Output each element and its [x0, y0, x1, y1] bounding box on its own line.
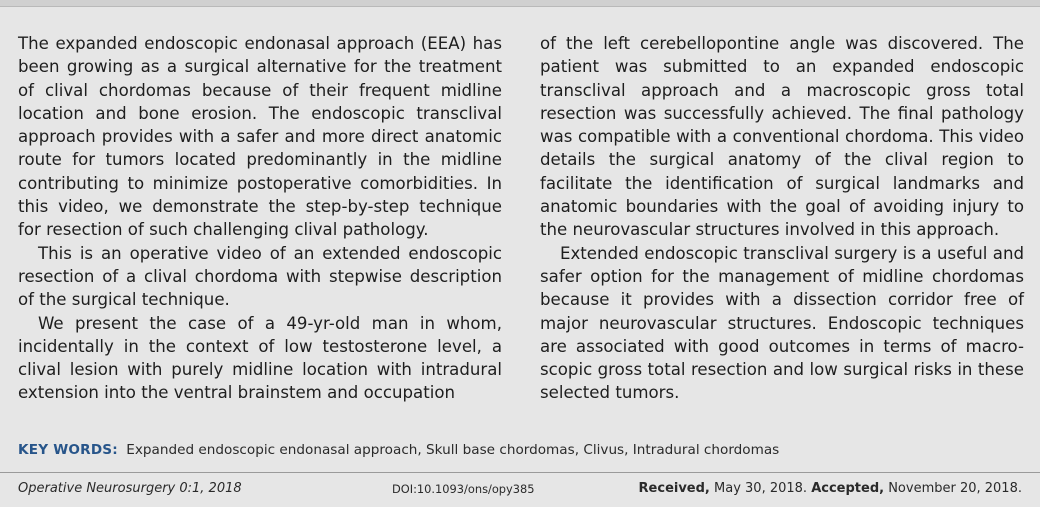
paragraph-conclusion: Extended endoscopic transclival surgery is a useful and safer option for the management of midline chordomas because it provides with a dissection corridor free of major neurovascular structures. Endoscopic techniques are associated with good outcomes in terms of macro-scopic gross total resection and low surgical risks in these selected tumors. [540, 243, 1024, 403]
received-date: May 30, 2018. [714, 481, 808, 496]
accepted-date: November 20, 2018. [888, 481, 1022, 496]
paragraph-case-presentation: We present the case of a 49-yr-old man in whom, incidentally in the context of low testosterone level, a clival lesion with purely midline location with intradural extension into the ventral brainstem and occupation [18, 313, 502, 403]
top-border [0, 0, 1040, 7]
paragraph-video-description: This is an operative video of an extended endoscopic resection of a clival chordoma with stepwise description of the surgical technique. [18, 243, 502, 310]
footer-divider [0, 472, 1040, 473]
paragraph-intro: The expanded endoscopic endonasal approach (EEA) has been growing as a surgical alternative for the treatment of clival chordomas because of their frequent midline location and bone erosion. The endoscopic transclival approach provides with a safer and more direct anatomic route for tumors located predominantly in the midline contributing to minimize postoperative comorbidities. In this video, we demonstrate the step-by-step technique for resection of such challenging clival pathology. [18, 34, 502, 240]
accepted-label: Accepted, [811, 481, 885, 496]
page-footer [18, 479, 1022, 499]
doi-text: DOI:10.1093/ons/opy385 [392, 482, 535, 496]
keywords-text: Expanded endoscopic endonasal approach, Skull base chordomas, Clivus, Intradural chordomas [126, 442, 780, 458]
received-label: Received, [638, 481, 710, 496]
right-column [540, 32, 1024, 405]
journal-citation: Operative Neurosurgery 0:1, 2018 [18, 481, 242, 496]
abstract-body [18, 32, 1028, 424]
received-accepted-dates [639, 479, 1022, 499]
paragraph-case-continued: of the left cerebellopontine angle was discovered. The patient was submitted to an expanded endoscopic transclival approach and a macroscopic gross total resection was successfully achieved. The final pathology was compatible with a conventional chordoma. This video details the surgical anatomy of the clival region to facilitate the identification of surgical landmarks and anatomic boundaries with the goal of avoiding injury to the neurovascular structures involved in this approach. [540, 34, 1024, 240]
keywords-line [18, 440, 1028, 460]
keywords-label: KEY WORDS: [18, 442, 118, 458]
left-column [18, 32, 502, 405]
